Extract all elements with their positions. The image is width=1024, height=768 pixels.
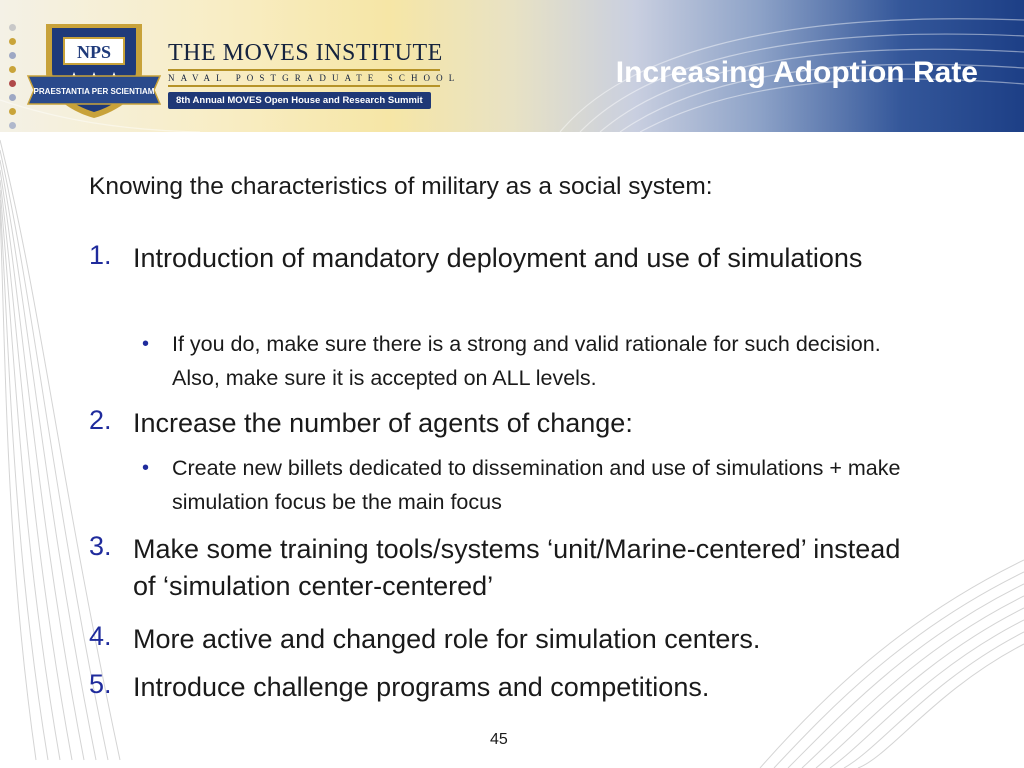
- item-text: Make some training tools/systems ‘unit/Marine-centered’ instead of ‘simulation center-centered’: [133, 534, 901, 601]
- sub-bullet: [142, 451, 932, 519]
- list-item: [89, 405, 919, 442]
- svg-text:NPS: NPS: [76, 42, 112, 62]
- svg-text:PRAESTANTIA PER SCIENTIAM: PRAESTANTIA PER SCIENTIAM: [33, 87, 155, 96]
- item-text: Introduce challenge programs and competitions.: [133, 672, 710, 702]
- page-number: 45: [490, 731, 508, 748]
- summit-banner: 8th Annual MOVES Open House and Research Summit: [168, 92, 431, 109]
- item-text: Increase the number of agents of change:: [133, 408, 633, 438]
- item-text: More active and changed role for simulation centers.: [133, 624, 761, 654]
- sub-bullet-text: Create new billets dedicated to dissemination and use of simulations + make simulation focus be the main focus: [172, 456, 901, 514]
- item-number: 1.: [89, 240, 112, 270]
- list-item: [89, 621, 919, 658]
- list-item: [89, 669, 919, 706]
- sub-bullet: [142, 327, 932, 395]
- item-number: 3.: [89, 531, 112, 561]
- item-number: 4.: [89, 621, 112, 651]
- list-item: [89, 531, 919, 605]
- institute-title: THE MOVES INSTITUTE: [168, 40, 443, 66]
- item-number: 2.: [89, 405, 112, 435]
- item-number: 5.: [89, 669, 112, 699]
- list-item: [89, 240, 919, 277]
- institute-subtitle: NAVAL POSTGRADUATE SCHOOL: [168, 73, 461, 83]
- sub-bullet-text: If you do, make sure there is a strong and valid rationale for such decision. Also, make sure it is accepted on ALL levels.: [172, 332, 881, 390]
- slide-title: Increasing Adoption Rate: [615, 56, 978, 89]
- bullet-icon: •: [142, 333, 150, 355]
- bullet-icon: •: [142, 457, 150, 479]
- item-text: Introduction of mandatory deployment and use of simulations: [133, 243, 863, 273]
- intro-text: Knowing the characteristics of military as a social system:: [89, 173, 713, 200]
